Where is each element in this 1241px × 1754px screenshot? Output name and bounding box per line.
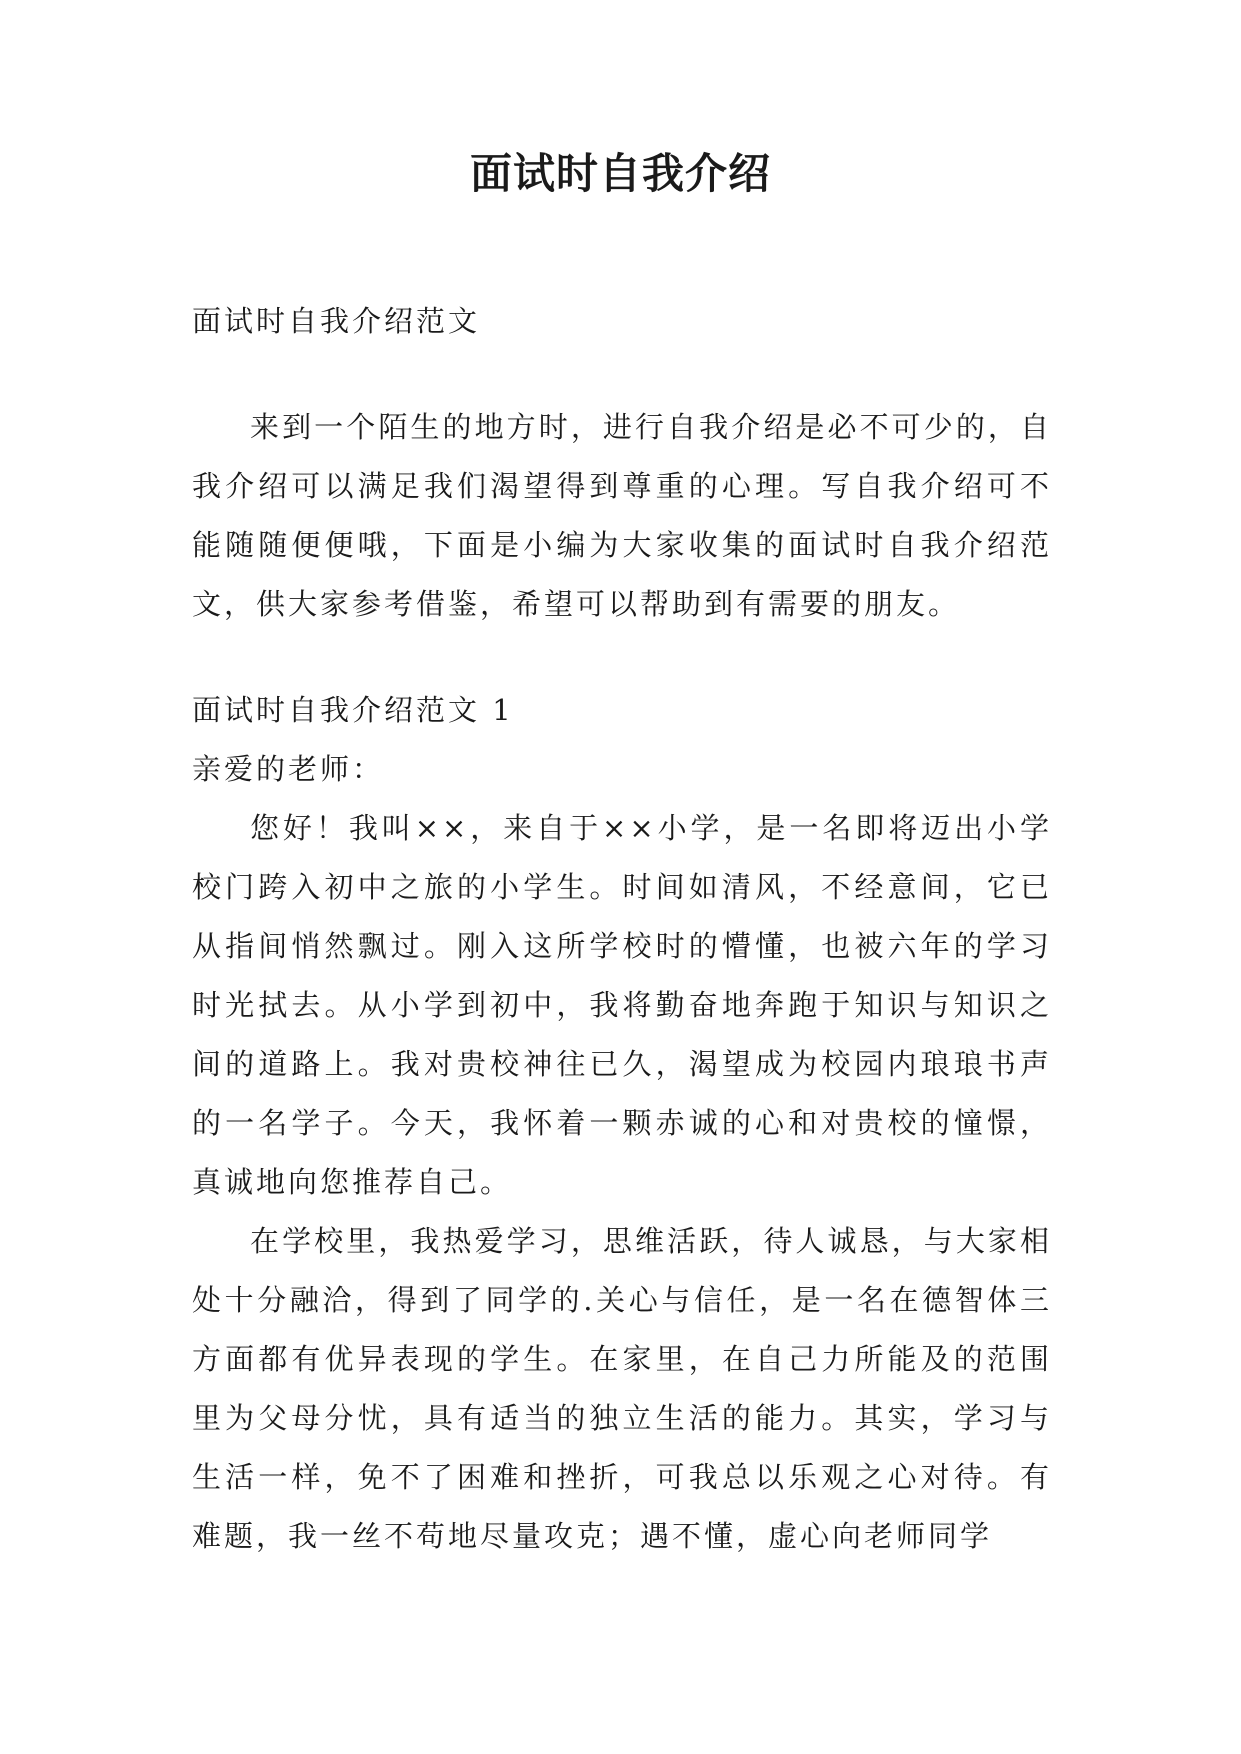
spacer: [192, 351, 1052, 398]
spacer: [192, 634, 1052, 681]
section-heading: 面试时自我介绍范文 1: [192, 693, 514, 727]
document-subtitle: 面试时自我介绍范文: [192, 304, 481, 338]
document-body: [192, 292, 1052, 1566]
body-paragraph: 您好！我叫××，来自于××小学，是一名即将迈出小学校门跨入初中之旅的小学生。时间如清风，不经意间，它已从指间悄然飘过。刚入这所学校时的懵懂，也被六年的学习时光拭去。从小学到初中，我将勤奋地奔跑于知识与知识之间的道路上。我对贵校神往已久，渴望成为校园内琅琅书声的一名学子。今天，我怀着一颗赤诚的心和对贵校的憧憬，真诚地向您推荐自己。: [192, 811, 1052, 1199]
body-paragraph: 在学校里，我热爱学习，思维活跃，待人诚恳，与大家相处十分融洽，得到了同学的.关心与信任，是一名在德智体三方面都有优异表现的学生。在家里，在自己力所能及的范围里为父母分忧，具有适当的独立生活的能力。其实，学习与生活一样，免不了困难和挫折，可我总以乐观之心对待。有难题，我一丝不苟地尽量攻克；遇不懂，虚心向老师同学: [192, 1224, 1052, 1553]
intro-paragraph: 来到一个陌生的地方时，进行自我介绍是必不可少的，自我介绍可以满足我们渴望得到尊重的心理。写自我介绍可不能随随便便哦，下面是小编为大家收集的面试时自我介绍范文，供大家参考借鉴，希望可以帮助到有需要的朋友。: [192, 410, 1052, 621]
salutation: 亲爱的老师：: [192, 752, 385, 786]
document-title: 面试时自我介绍: [469, 149, 771, 198]
